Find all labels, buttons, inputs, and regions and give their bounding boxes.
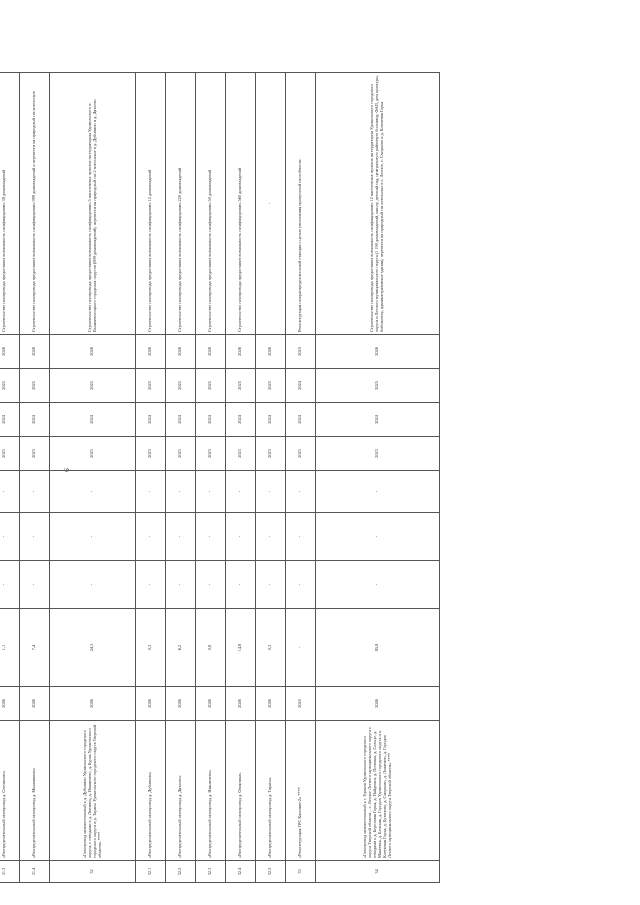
row-num: 34 [316,861,440,883]
row-fin-design: - [226,561,256,609]
row-num: 32.5 [256,861,286,883]
row-fin-construction: - [50,513,136,561]
row-construction-end: 2026 [196,334,226,368]
row-fin-construction: - [136,513,166,561]
row-fin-construction: - [196,513,226,561]
row-construction-start: 2025 [256,368,286,402]
row-fin-construction: - [286,513,316,561]
row-result: Строительство газопровода предоставит возможность газифицировать 5 населенных пунктов на территории Удомельского и Вышневолоцкого городских округов (899 домовладений), перевести на природный газ 2 котельные в д. Дубинино и д. Дятлово [50,72,136,334]
row-num: 32.3 [196,861,226,883]
row-result: Строительство газопровода предоставит возможность газифицировать 12 населенных пунктов на территории Удомельского городского округа и Лесного муниципального округа (1 190 домовладений, школу, детский сад, центральную районную больницу, ФАП, дом культуры, библиотеку, административные здания), перевести на природный газ котельные в с. Лесное, с. Сморково и д. Ключевая Горка [316,72,440,334]
row-result: Строительство газопровода предоставит возможность газифицировать 560 домовладений [226,72,256,334]
rotated-table-container [0,73,440,883]
row-result: Строительство газопровода предоставит возможность газифицировать 50 домовладений [196,72,226,334]
table-row [20,72,50,882]
investment-program-table [0,72,440,883]
row-name: «Распределительный газопровод д. Дубинино» [136,721,166,861]
row-length: 1,1 [0,609,20,687]
row-fin-total: - [166,470,196,512]
row-year: 2026 [196,687,226,721]
row-construction-end: 2025 [286,334,316,368]
row-fin-total: - [256,470,286,512]
row-num: 32.2 [166,861,196,883]
row-fin-design: - [196,561,226,609]
row-design-start: 2023 [286,436,316,470]
row-length: 0,3 [256,609,286,687]
row-design-end: 2024 [196,402,226,436]
row-fin-total: - [50,470,136,512]
row-fin-total: - [0,470,20,512]
row-fin-construction: - [20,513,50,561]
row-result: Строительство газопровода предоставит возможность газифицировать 999 домовладений и перевести на природный газ котельную [20,72,50,334]
row-name: «Распределительный газопровод д. Мошнивино» [20,721,50,861]
row-result: - [256,72,286,334]
row-fin-design: - [50,561,136,609]
row-num: 32 [50,861,136,883]
row-num: 31.4 [20,861,50,883]
row-design-end: 2024 [286,402,316,436]
row-length: 7,4 [20,609,50,687]
row-length: 0,8 [196,609,226,687]
row-construction-start: 2025 [0,368,20,402]
row-fin-construction: - [256,513,286,561]
row-length: 0,3 [136,609,166,687]
row-year: 2026 [256,687,286,721]
row-fin-design: - [0,561,20,609]
row-length: - [286,609,316,687]
row-construction-start: 2025 [20,368,50,402]
row-construction-start: 2024 [286,368,316,402]
row-fin-design: - [286,561,316,609]
row-year: 2026 [50,687,136,721]
row-year: 2025 [286,687,316,721]
row-design-start: 2023 [20,436,50,470]
row-num: 31.3 [0,861,20,883]
row-design-end: 2024 [256,402,286,436]
row-construction-end: 2026 [20,334,50,368]
row-design-end: 2024 [316,402,440,436]
row-fin-design: - [256,561,286,609]
table-row [50,72,136,882]
row-name: «Реконструкция ГРС Калинин-2» **** [286,721,316,861]
row-design-start: 2023 [196,436,226,470]
row-year: 2026 [226,687,256,721]
table-row [316,72,440,882]
row-construction-end: 2026 [0,334,20,368]
row-construction-end: 2026 [226,334,256,368]
table-row [0,72,20,882]
row-construction-end: 2026 [256,334,286,368]
row-construction-end: 2026 [136,334,166,368]
row-fin-total: - [20,470,50,512]
row-year: 2026 [316,687,440,721]
row-year: 2026 [0,687,20,721]
row-fin-design: - [136,561,166,609]
row-design-start: 2023 [136,436,166,470]
row-fin-total: - [226,470,256,512]
row-design-start: 2023 [166,436,196,470]
page-number: 9 [61,468,70,472]
row-fin-design: - [316,561,440,609]
row-fin-total: - [196,470,226,512]
row-result: Реконструкция газораспределительной станции с целью увеличения пропускной способности [286,72,316,334]
row-length: 24,3 [50,609,136,687]
row-design-start: 2023 [0,436,20,470]
row-name: «Распределительный газопровод д. Дятлово» [166,721,196,861]
row-num: 33 [286,861,316,883]
row-fin-design: - [20,561,50,609]
table-row [196,72,226,882]
row-num: 32.4 [226,861,256,883]
row-design-end: 2024 [136,402,166,436]
row-design-start: 2023 [226,436,256,470]
row-year: 2026 [20,687,50,721]
row-design-end: 2024 [226,402,256,436]
row-year: 2026 [166,687,196,721]
row-design-start: 2023 [50,436,136,470]
row-fin-construction: - [0,513,20,561]
row-design-start: 2023 [316,436,440,470]
row-length: 14,8 [226,609,256,687]
row-result: Строительство газопровода предоставит возможность газифицировать 38 домовладений [0,72,20,334]
row-construction-start: 2025 [226,368,256,402]
row-fin-total: - [286,470,316,512]
row-name: «Распределительный газопровод д. Тарасы» [256,721,286,861]
row-name: «Газопровод межпоселковый к г. Удомля Удомельского городского округа Тверской области – с. Лесное Лесного муниципального округа с отводами к д. Березовая Горка, д. Найденки, д. Поповка, д. Сельцо, д. Макеевка, д. Блнская, д. Городок Удомельского городского округа и к. Ключевая Горка, д. Бузиново, д. Сморково, д. Лопатино, д. Городок Лесного муниципального округа Тверской области» **** [316,721,440,861]
row-construction-end: 2026 [50,334,136,368]
row-construction-start: 2025 [136,368,166,402]
row-design-end: 2024 [166,402,196,436]
row-fin-total: - [136,470,166,512]
row-fin-construction: - [226,513,256,561]
row-fin-construction: - [166,513,196,561]
row-name: «Распределительный газопровод д. Сенчилово» [0,721,20,861]
row-design-end: 2024 [50,402,136,436]
row-construction-end: 2026 [166,334,196,368]
row-result: Строительство газопровода предоставит возможность газифицировать 12 домовладений [136,72,166,334]
table-row [286,72,316,882]
row-design-end: 2024 [0,402,20,436]
row-construction-start: 2025 [316,368,440,402]
row-fin-total: - [316,470,440,512]
row-construction-start: 2025 [166,368,196,402]
row-design-end: 2024 [20,402,50,436]
row-construction-start: 2025 [196,368,226,402]
row-year: 2026 [136,687,166,721]
row-length: 6,2 [166,609,196,687]
row-fin-construction: - [316,513,440,561]
row-name: «Газопровод межпоселковый к д. Дубинино Удомельского городского округа, с отводами к д. Лютивец, д. Ивашенево, д. Бурка Удомельского городского округа и д. Тарасы Удомельского городского округа Тверской области» **** [50,721,136,861]
row-construction-start: 2025 [50,368,136,402]
row-design-start: 2023 [256,436,286,470]
row-length: 85,8 [316,609,440,687]
row-construction-end: 2026 [316,334,440,368]
table-row [256,72,286,882]
row-name: «Распределительный газопровод д. Овсяники» [226,721,256,861]
row-num: 32.1 [136,861,166,883]
table-row [166,72,196,882]
table-row [136,72,166,882]
row-fin-design: - [166,561,196,609]
row-result: Строительство газопровода предоставит возможность газифицировать 220 домовладений [166,72,196,334]
table-row [226,72,256,882]
row-name: «Распределительный газопровод д. Ивашенево» [196,721,226,861]
